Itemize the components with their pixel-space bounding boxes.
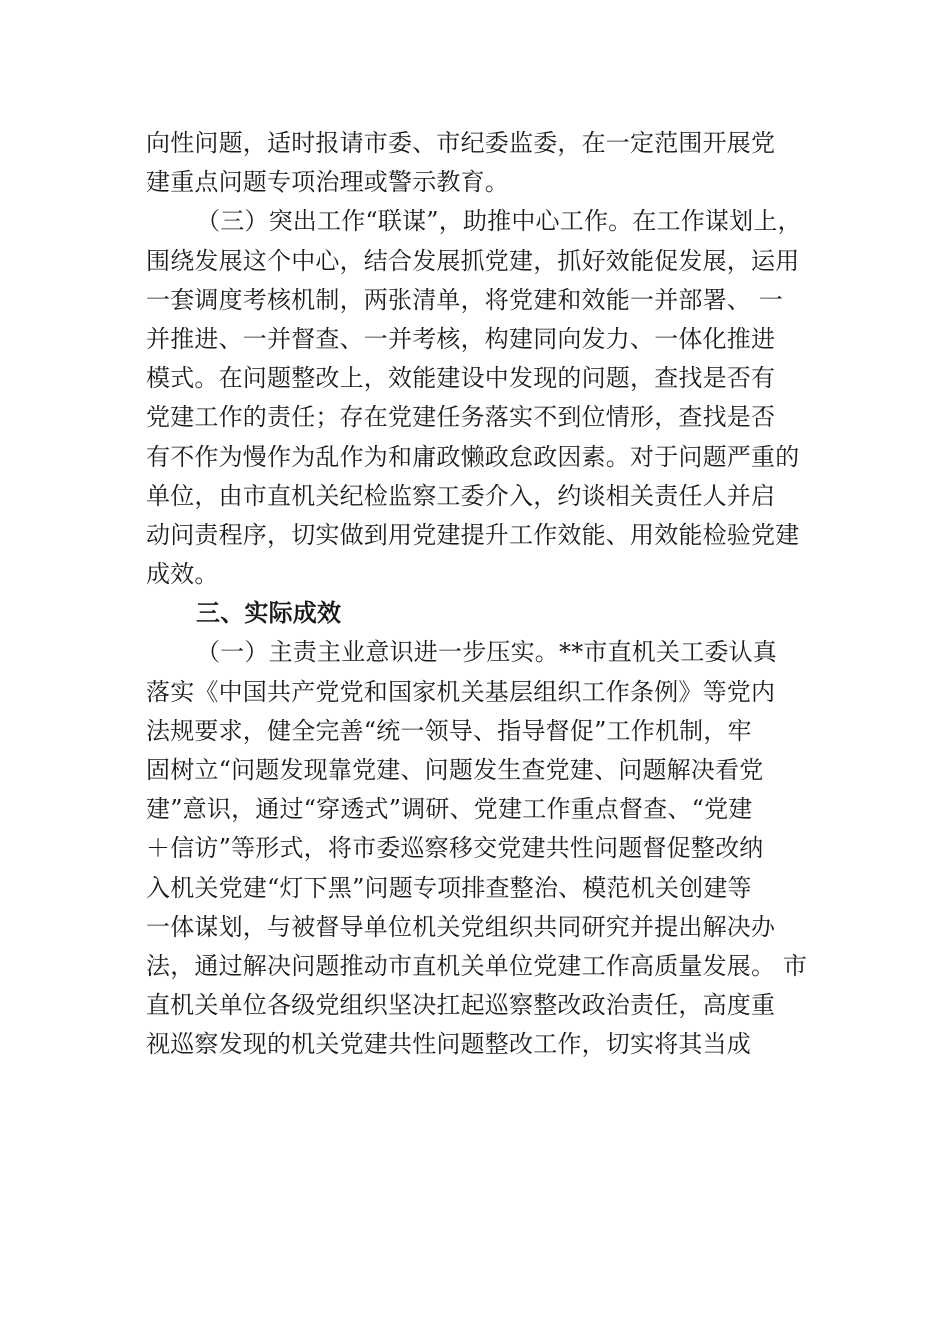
text-line: 落实《中国共产党党和国家机关基层组织工作条例》等党内 bbox=[146, 677, 776, 706]
text-line: 法，通过解决问题推动市直机关单位党建工作高质量发展。 市 bbox=[146, 951, 808, 980]
text-line: 建”意识，通过“穿透式”调研、党建工作重点督查、“党建 bbox=[146, 795, 753, 824]
text-line: 法规要求，健全完善“统一领导、指导督促”工作机制，牢 bbox=[146, 716, 752, 745]
text-line: 直机关单位各级党组织坚决扛起巡察整改政治责任，高度重 bbox=[146, 991, 776, 1020]
paragraph-start-line: （一）主责主业意识进一步压实。**市直机关工委认真 bbox=[196, 638, 777, 667]
text-line: 有不作为慢作为乱作为和庸政懒政怠政因素。对于问题严重的 bbox=[146, 442, 800, 471]
text-line: 成效。 bbox=[146, 560, 219, 589]
text-line: 固树立“问题发现靠党建、问题发生查党建、问题解决看党 bbox=[146, 756, 764, 784]
text-line: 向性问题，适时报请市委、市纪委监委，在一定范围开展党 bbox=[146, 129, 776, 157]
text-line: 单位，由市直机关纪检监察工委介入，约谈相关责任人并启 bbox=[146, 481, 776, 510]
text-line: 建重点问题专项治理或警示教育。 bbox=[146, 168, 509, 197]
text-line: 入机关党建“灯下黑”问题专项排查整治、模范机关创建等 bbox=[146, 873, 752, 902]
text-line: ＋信访”等形式，将市委巡察移交党建共性问题督促整改纳 bbox=[146, 834, 764, 863]
text-line: 视巡察发现的机关党建共性问题整改工作，切实将其当成 bbox=[146, 1030, 751, 1059]
text-line: 党建工作的责任；存在党建任务落实不到位情形，查找是否 bbox=[146, 403, 776, 432]
text-line: 围绕发展这个中心，结合发展抓党建，抓好效能促发展，运用 bbox=[146, 246, 800, 275]
section-heading: 三、实际成效 bbox=[196, 599, 342, 628]
text-line: 一套调度考核机制，两张清单，将党建和效能一并部署、 一 bbox=[146, 285, 784, 314]
text-line: 模式。在问题整改上，效能建设中发现的问题，查找是否有 bbox=[146, 364, 776, 393]
text-line: 一体谋划，与被督导单位机关党组织共同研究并提出解决办 bbox=[146, 912, 776, 941]
paragraph-start-line: （三）突出工作“联谋”，助推中心工作。在工作谋划上， bbox=[196, 207, 802, 236]
text-line: 动问责程序，切实做到用党建提升工作效能、用效能检验党建 bbox=[146, 520, 800, 549]
text-line: 并推进、一并督查、一并考核，构建同向发力、一体化推进 bbox=[146, 324, 776, 353]
document-body bbox=[146, 124, 822, 1065]
